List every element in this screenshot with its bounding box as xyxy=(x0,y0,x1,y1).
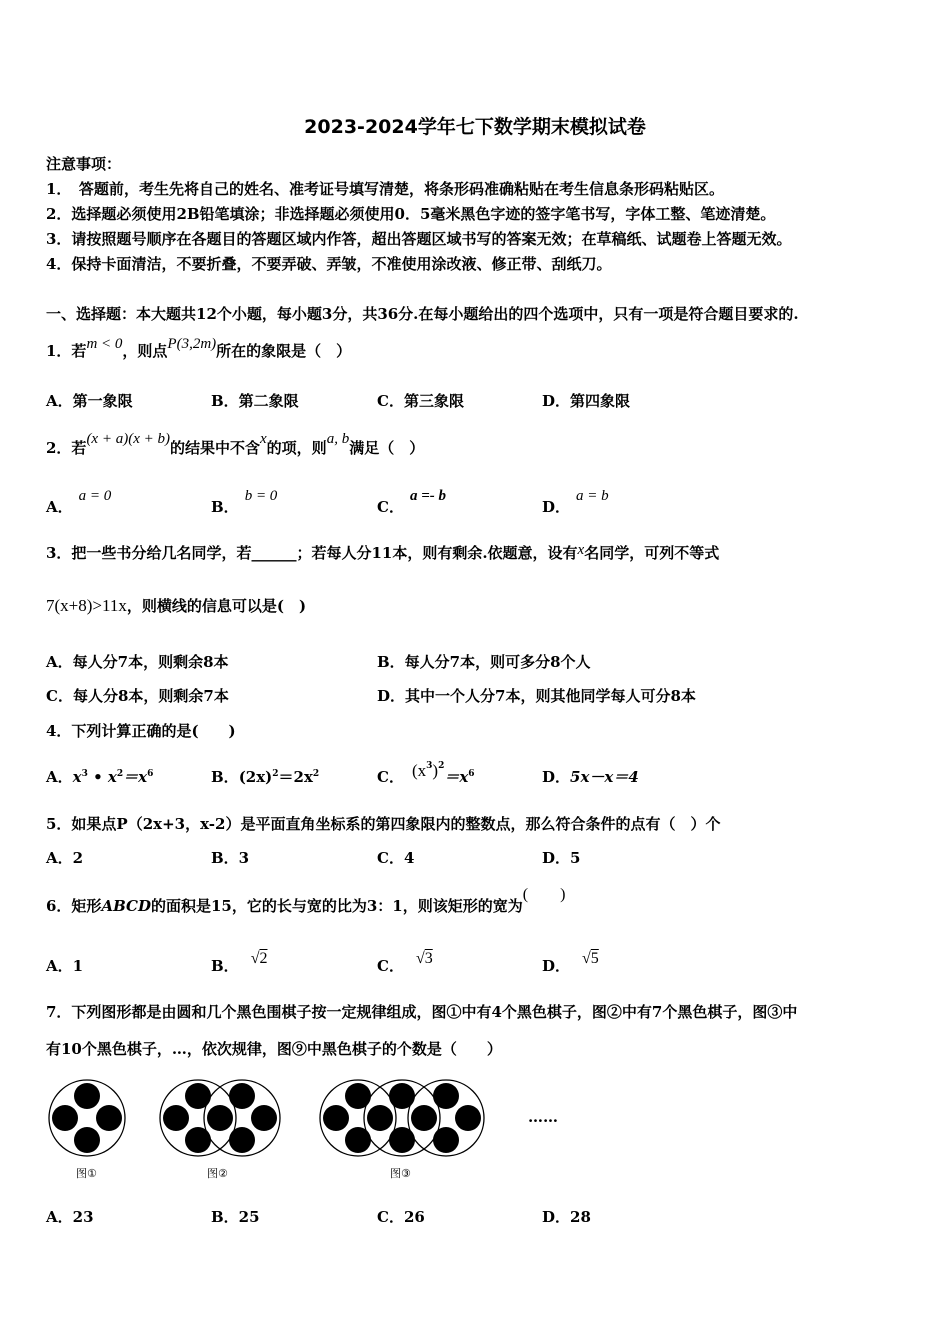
option: D．其中一个人分7本，则其他同学每人可分8本 xyxy=(377,687,696,705)
option: C． $(x^3)^2=x^6$ xyxy=(377,761,475,786)
question-3-cont: 7(x+8)>11x，则横线的信息可以是( ) xyxy=(46,596,307,615)
notice-item: 4．保持卡面清洁，不要折叠，不要弄破、弄皱，不准使用涂改液、修正带、刮纸刀。 xyxy=(46,255,612,273)
option: B．25 xyxy=(211,1208,260,1226)
question-7: 7．下列图形都是由圆和几个黑色围棋子按一定规律组成，图①中有4个黑色棋子，图②中有7个黑色棋子，图③中 xyxy=(46,1003,798,1021)
option: A．每人分7本，则剩余8本 xyxy=(46,653,229,671)
option: A．第一象限 xyxy=(46,392,133,410)
go-stone-figures xyxy=(40,1075,520,1190)
question-1: 1．若m < 0，则点P(3,2m)所在的象限是（ ） xyxy=(46,336,352,360)
option: D．5x－x＝4 xyxy=(542,768,639,786)
option: D．a = b xyxy=(542,488,609,516)
option: D． √5 xyxy=(542,950,599,975)
ellipsis: …… xyxy=(528,1108,558,1126)
option: B．每人分7本，则可多分8个人 xyxy=(377,653,591,671)
page-title: 2023-2024学年七下数学期末模拟试卷 xyxy=(304,116,646,138)
option: A．1 xyxy=(46,957,84,975)
option: B．第二象限 xyxy=(211,392,299,410)
option: A．$x^3$ • $x^2=x^6$ xyxy=(46,768,154,786)
option: D．5 xyxy=(542,849,581,867)
option: C．每人分8本，则剩余7本 xyxy=(46,687,229,705)
option: A．2 xyxy=(46,849,84,867)
option: C．a =- b xyxy=(377,488,446,516)
option: A．23 xyxy=(46,1208,94,1226)
notice-item: 1． 答题前，考生先将自己的姓名、准考证号填写清楚，将条形码准确粘贴在考生信息条形码粘贴区。 xyxy=(46,180,724,198)
question-2: 2．若(x + a)(x + b)的结果中不含x的项，则a, b满足（ ） xyxy=(46,431,425,457)
option: C．第三象限 xyxy=(377,392,464,410)
question-7-cont: 有10个黑色棋子，…，依次规律，图⑨中黑色棋子的个数是（ ） xyxy=(46,1040,502,1058)
figure-3 xyxy=(320,1080,484,1156)
question-4: 4．下列计算正确的是( ) xyxy=(46,722,236,740)
question-6: 6．矩形ABCD的面积是15，它的长与宽的比为3：1，则该矩形的宽为( ) xyxy=(46,886,566,915)
figure-2 xyxy=(160,1080,280,1156)
option: B． √2 xyxy=(211,950,268,975)
notice-item: 2．选择题必须使用2B铅笔填涂；非选择题必须使用0．5毫米黑色字迹的签字笔书写，字体工整、笔迹清楚。 xyxy=(46,205,776,223)
figure-1 xyxy=(49,1080,125,1156)
option: B．3 xyxy=(211,849,250,867)
option: C．26 xyxy=(377,1208,425,1226)
question-5: 5．如果点P（2x+3，x-2）是平面直角坐标系的第四象限内的整数点，那么符合条件的点有（ ）个 xyxy=(46,815,721,833)
figure-label: 图② xyxy=(207,1167,228,1180)
option: C． √3 xyxy=(377,950,433,975)
figure-label: 图③ xyxy=(390,1167,411,1180)
option: C．4 xyxy=(377,849,415,867)
figure-label: 图① xyxy=(76,1167,97,1180)
notice-heading: 注意事项： xyxy=(46,155,122,173)
option: D．28 xyxy=(542,1208,591,1226)
option: D．第四象限 xyxy=(542,392,631,410)
option: B．$(2x)^2=2x^2$ xyxy=(211,768,320,786)
option: A．a = 0 xyxy=(46,488,112,516)
notice-item: 3．请按照题号顺序在各题目的答题区域内作答，超出答题区域书写的答案无效；在草稿纸、试题卷上答题无效。 xyxy=(46,230,792,248)
section-heading: 一、选择题：本大题共12个小题，每小题3分，共36分.在每小题给出的四个选项中，只有一项是符合题目要求的. xyxy=(46,305,799,323)
question-3: 3．把一些书分给几名同学，若______；若每人分11本，则有剩余.依题意，设有x名同学，可列不等式 xyxy=(46,542,720,562)
option: B．b = 0 xyxy=(211,488,278,516)
